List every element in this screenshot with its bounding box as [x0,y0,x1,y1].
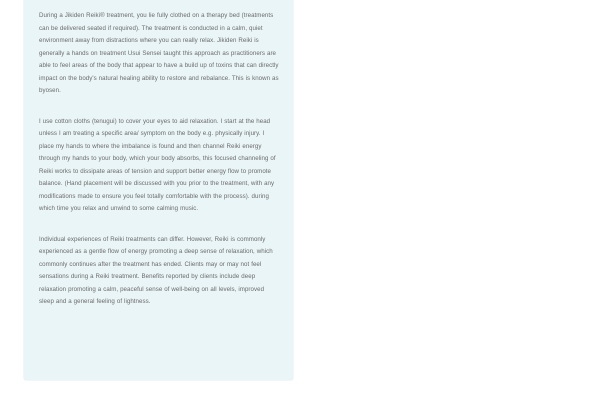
paragraph-treatment-benefits: Individual experiences of Reiki treatments can differ. However, Reiki is commonly experienced as a gentle flow of energy promoting a deep sense of relaxation, which commonly continues after the treatment has ended. Clients may or may not feel sensations during a Reiki treatment. Benefits reported by clients include deep relaxation promoting a calm, peaceful sense of well-being on all levels, improved sleep and a general feeling of lightness. [39,235,273,305]
paragraph-treatment-process: I use cotton cloths (tenugui) to cover your eyes to aid relaxation. I start at the head unless I am treating a specific area/ symptom on the body e.g. physically injury. I place my hands to where the imbalance is found and then channel Reiki energy through my hands to your body, which your body absorbs, this focused channeling of Reiki works to dissipate areas of tension and support better energy flow to promote balance. (Hand placement will be discussed with you prior to the treatment, with any modifications made to ensure you feel totally comfortable with the process). during which time you relax and unwind to some calming music. [39,117,276,212]
paragraph-treatment-overview: During a Jikiden Reiki® treatment, you lie fully clothed on a therapy bed (treatments can be delivered seated if required). The treatment is conducted in a calm, quiet environment away from distractions where you can really relax. Jikiden Reiki is generally a hands on treatment Usui Sensei taught this approach as practitioners are able to feel areas of the body that appear to have a build up of toxins that can directly impact on the body's natural healing ability to restore and rebalance. This is known as byosen. [39,12,279,94]
treatment-info-panel [24,0,293,380]
